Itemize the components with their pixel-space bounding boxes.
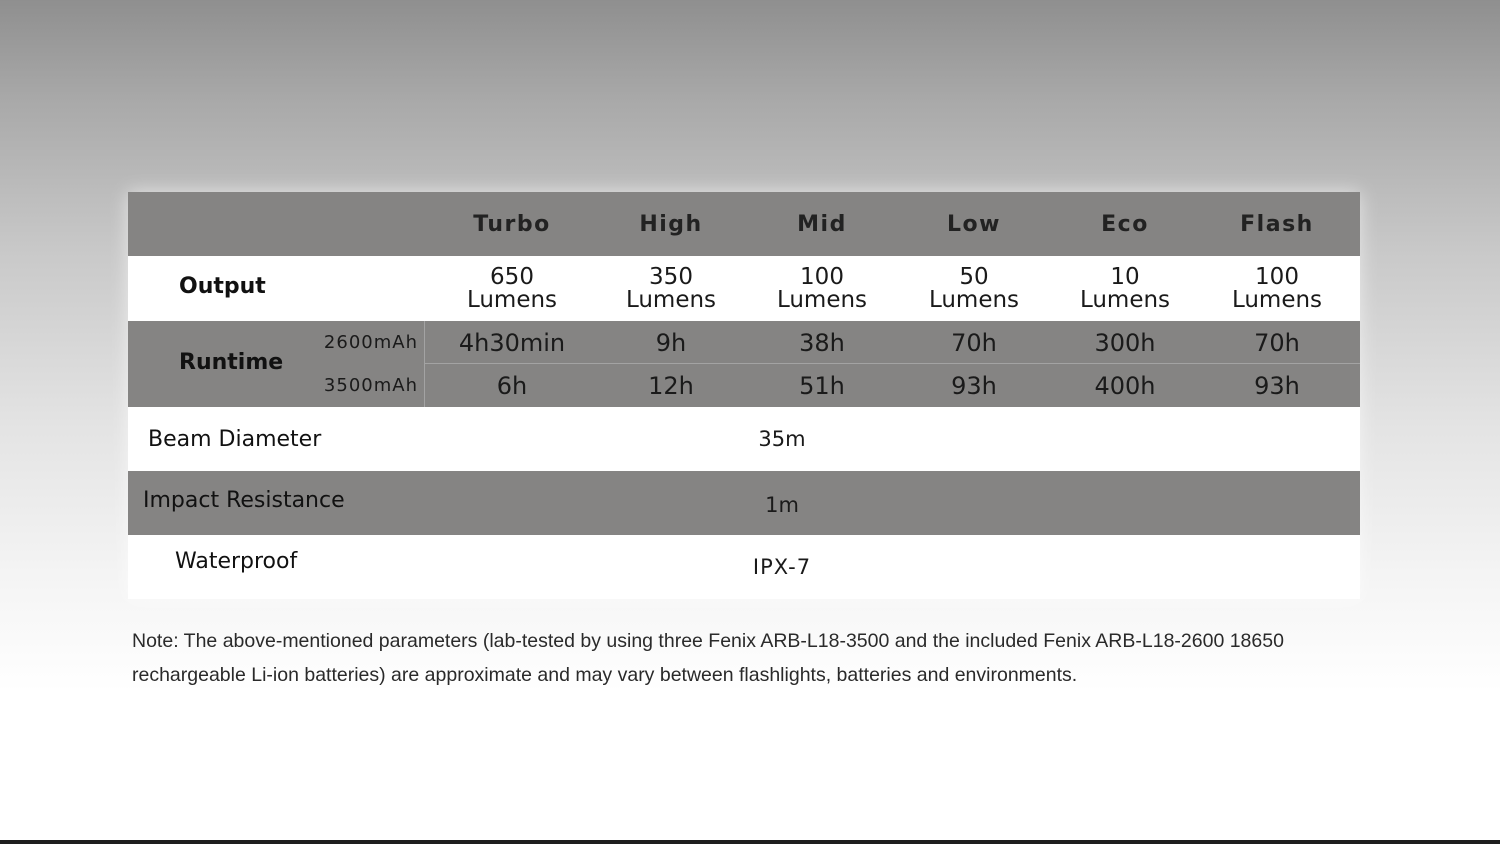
runtime-label: Runtime: [179, 350, 284, 375]
runtime-divider-vertical: [424, 321, 425, 407]
output-label: Output: [179, 274, 266, 299]
beam-diameter-value: 35m: [758, 427, 806, 451]
output-amount: 350: [649, 263, 693, 290]
impact-resistance-value: 1m: [765, 493, 799, 517]
output-cell: [437, 256, 587, 321]
waterproof-row: [128, 535, 1360, 599]
beam-diameter-label: Beam Diameter: [148, 427, 322, 452]
output-cell: [1202, 256, 1352, 321]
output-unit: Lumens: [466, 286, 558, 313]
runtime-row: [128, 321, 1360, 407]
runtime-cell: 38h: [799, 328, 845, 357]
output-amount: 50: [959, 263, 989, 290]
impact-resistance-label: Impact Resistance: [143, 488, 345, 513]
runtime-cell: 6h: [496, 371, 528, 400]
output-cell: [596, 256, 746, 321]
output-unit: Lumens: [1079, 286, 1171, 313]
bottom-border: [0, 840, 1500, 844]
runtime-cell: 4h30min: [458, 328, 566, 357]
mode-header-flash: Flash: [1240, 211, 1314, 237]
output-unit: Lumens: [928, 286, 1020, 313]
output-cell: [747, 256, 897, 321]
disclaimer-note: Note: The above-mentioned parameters (lab-tested by using three Fenix ARB-L18-3500 and the included Fenix ARB-L18-2600 18650 rechargeable Li-ion batteries) are approximate and may vary between flashlights, batteries and environments.: [132, 630, 1284, 686]
waterproof-label: Waterproof: [175, 549, 298, 574]
runtime-cell: 400h: [1094, 371, 1156, 400]
mode-header-low: Low: [947, 211, 1001, 237]
runtime-cell: 300h: [1094, 328, 1156, 357]
impact-resistance-row: [128, 471, 1360, 535]
mode-header-high: High: [639, 211, 703, 237]
mode-header-mid: Mid: [797, 211, 847, 237]
runtime-cell: 12h: [648, 371, 694, 400]
output-amount: 100: [800, 263, 844, 290]
runtime-cell: 70h: [1254, 328, 1300, 357]
beam-diameter-row: [128, 407, 1360, 471]
output-row: [128, 256, 1360, 321]
waterproof-value: IPX-7: [752, 555, 812, 579]
output-amount: 10: [1110, 263, 1140, 290]
runtime-cell: 51h: [799, 371, 845, 400]
mode-header-turbo: Turbo: [473, 211, 551, 237]
runtime-cell: 70h: [951, 328, 997, 357]
runtime-cell: 9h: [655, 328, 687, 357]
header-row: [128, 192, 1360, 256]
output-unit: Lumens: [1231, 286, 1323, 313]
mode-header-eco: Eco: [1101, 211, 1149, 237]
output-cell: [899, 256, 1049, 321]
output-cell: [1050, 256, 1200, 321]
runtime-cell: 93h: [951, 371, 997, 400]
runtime-cell: 93h: [1254, 371, 1300, 400]
output-amount: 100: [1255, 263, 1299, 290]
battery-label-3500: 3500mAh: [323, 375, 418, 396]
spec-table: [128, 192, 1360, 599]
battery-label-2600: 2600mAh: [323, 332, 418, 353]
output-unit: Lumens: [776, 286, 868, 313]
output-unit: Lumens: [625, 286, 717, 313]
output-amount: 650: [490, 263, 534, 290]
